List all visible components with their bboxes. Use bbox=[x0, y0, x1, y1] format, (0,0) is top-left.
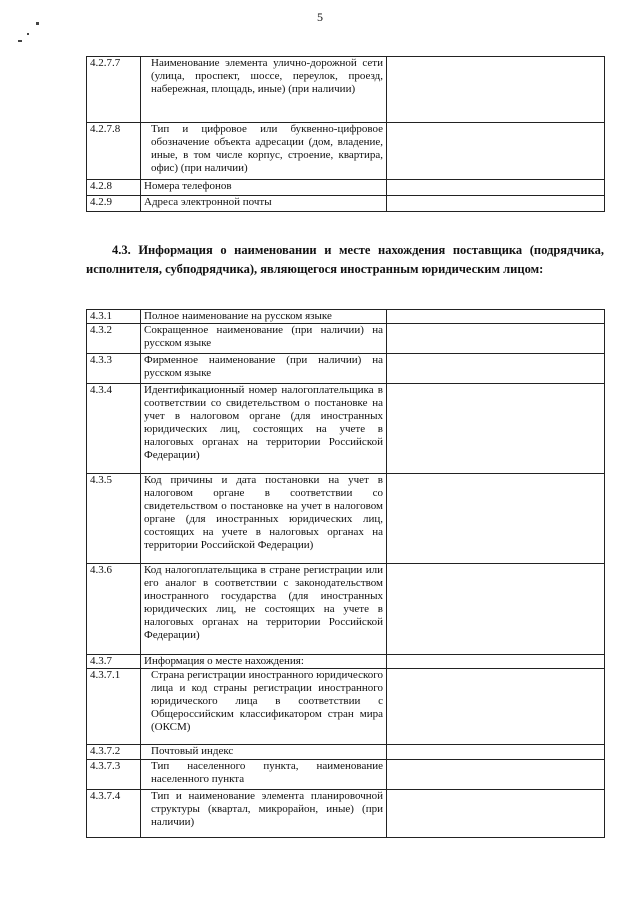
row-number: 4.3.1 bbox=[87, 310, 141, 324]
table-row bbox=[87, 354, 605, 384]
table-row bbox=[87, 384, 605, 474]
row-number: 4.3.2 bbox=[87, 324, 141, 354]
value-cell[interactable] bbox=[387, 180, 605, 196]
row-number: 4.2.9 bbox=[87, 196, 141, 212]
row-number: 4.2.7.8 bbox=[87, 123, 141, 180]
row-label: Страна регистрации иностранного юридического лица и код страны регистрации иностранного юридического лица в соответствии с Общероссийским классификатором стран мира (ОКСМ) bbox=[141, 669, 387, 745]
row-number: 4.2.8 bbox=[87, 180, 141, 196]
table-row bbox=[87, 123, 605, 180]
scan-speck bbox=[36, 22, 39, 25]
address-table-continued bbox=[86, 56, 605, 212]
table-row bbox=[87, 310, 605, 324]
row-label: Полное наименование на русском языке bbox=[141, 310, 387, 324]
row-label: Адреса электронной почты bbox=[141, 196, 387, 212]
page-number: 5 bbox=[317, 10, 323, 24]
value-cell[interactable] bbox=[387, 760, 605, 790]
row-number: 4.2.7.7 bbox=[87, 57, 141, 123]
table-row bbox=[87, 474, 605, 564]
table-row bbox=[87, 196, 605, 212]
row-number: 4.3.6 bbox=[87, 564, 141, 655]
row-label: Информация о месте нахождения: bbox=[141, 655, 387, 669]
value-cell[interactable] bbox=[387, 196, 605, 212]
value-cell[interactable] bbox=[387, 474, 605, 564]
table-row bbox=[87, 669, 605, 745]
value-cell[interactable] bbox=[387, 745, 605, 760]
table-row bbox=[87, 790, 605, 838]
value-cell[interactable] bbox=[387, 384, 605, 474]
value-cell[interactable] bbox=[387, 123, 605, 180]
row-number: 4.3.5 bbox=[87, 474, 141, 564]
row-label: Тип и наименование элемента планировочной структуры (квартал, микрорайон, иные) (при наличии) bbox=[141, 790, 387, 838]
row-number: 4.3.7.2 bbox=[87, 745, 141, 760]
value-cell[interactable] bbox=[387, 354, 605, 384]
row-number: 4.3.7 bbox=[87, 655, 141, 669]
value-cell[interactable] bbox=[387, 57, 605, 123]
value-cell[interactable] bbox=[387, 669, 605, 745]
table-row bbox=[87, 655, 605, 669]
row-label: Тип и цифровое или буквенно-цифровое обозначение объекта адресации (дом, владение, иные, в том числе корпус, строение, квартира, офис) (при наличии) bbox=[141, 123, 387, 180]
section-heading: 4.3. Информация о наименовании и месте нахождения поставщика (подрядчика, исполнителя, субподрядчика), являющегося иностранным юридическим лицом: bbox=[86, 243, 604, 276]
row-label: Фирменное наименование (при наличии) на русском языке bbox=[141, 354, 387, 384]
table-row bbox=[87, 745, 605, 760]
scan-speck bbox=[18, 40, 22, 42]
row-label: Код причины и дата постановки на учет в налоговом органе в соответствии со свидетельством о постановке на учет в налоговом органе (для иностранных юридических лиц, состоящих на учете в налоговых органах на территории Российской Федерации) bbox=[141, 474, 387, 564]
row-label: Сокращенное наименование (при наличии) на русском языке bbox=[141, 324, 387, 354]
row-number: 4.3.7.4 bbox=[87, 790, 141, 838]
table-row bbox=[87, 180, 605, 196]
row-number: 4.3.7.3 bbox=[87, 760, 141, 790]
value-cell[interactable] bbox=[387, 790, 605, 838]
row-label: Идентификационный номер налогоплательщика в соответствии со свидетельством о постановке на учет в налоговом органе (для иностранных юридических лиц, состоящих на учете в налоговых органах на территории Российской Федерации) bbox=[141, 384, 387, 474]
value-cell[interactable] bbox=[387, 310, 605, 324]
row-number: 4.3.4 bbox=[87, 384, 141, 474]
value-cell[interactable] bbox=[387, 564, 605, 655]
row-number: 4.3.7.1 bbox=[87, 669, 141, 745]
table-row bbox=[87, 760, 605, 790]
table-row bbox=[87, 57, 605, 123]
foreign-supplier-table bbox=[86, 309, 605, 838]
row-label: Код налогоплательщика в стране регистрации или его аналог в соответствии с законодательством иностранного государства (для иностранных юридических лиц, не состоящих на учете в налоговых органах на территории Российской Федерации) bbox=[141, 564, 387, 655]
scan-speck bbox=[27, 33, 29, 35]
row-label: Наименование элемента улично-дорожной сети (улица, проспект, шоссе, переулок, проезд, набережная, площадь, иные) (при наличии) bbox=[141, 57, 387, 123]
table-row bbox=[87, 324, 605, 354]
row-label: Почтовый индекс bbox=[141, 745, 387, 760]
row-number: 4.3.3 bbox=[87, 354, 141, 384]
table-row bbox=[87, 564, 605, 655]
value-cell[interactable] bbox=[387, 655, 605, 669]
row-label: Тип населенного пункта, наименование населенного пункта bbox=[141, 760, 387, 790]
value-cell[interactable] bbox=[387, 324, 605, 354]
row-label: Номера телефонов bbox=[141, 180, 387, 196]
